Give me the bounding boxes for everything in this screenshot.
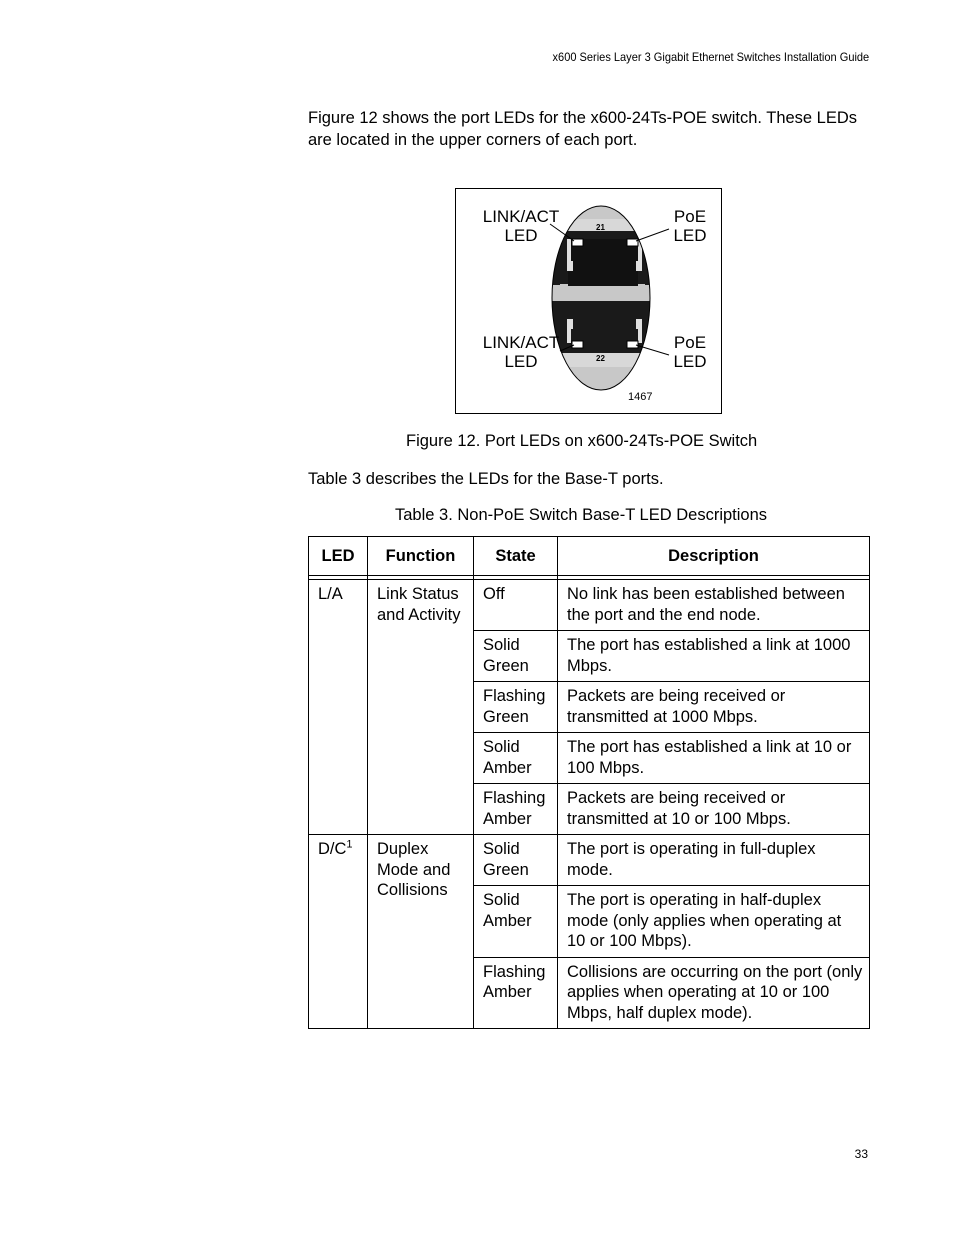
label-line: LED bbox=[504, 226, 538, 245]
description-cell: The port has established a link at 10 or 100 Mbps. bbox=[558, 733, 870, 784]
state-cell: Flashing Green bbox=[474, 682, 558, 733]
link-act-led-bottom bbox=[572, 341, 583, 348]
state-cell: Flashing Amber bbox=[474, 957, 558, 1029]
link-act-label-bottom bbox=[476, 333, 566, 371]
description-cell: Packets are being received or transmitted at 10 or 100 Mbps. bbox=[558, 784, 870, 835]
table-row bbox=[309, 580, 870, 631]
label-line: PoE bbox=[673, 207, 707, 226]
description-cell: Collisions are occurring on the port (only applies when operating at 10 or 100 Mbps, half duplex mode). bbox=[558, 957, 870, 1029]
state-cell: Solid Amber bbox=[474, 886, 558, 958]
intro-paragraph: Figure 12 shows the port LEDs for the x600-24Ts-POE switch. These LEDs are located in the upper corners of each port. bbox=[308, 109, 858, 149]
function-cell: Duplex Mode and Collisions bbox=[368, 835, 474, 1029]
table-row bbox=[309, 835, 870, 886]
poe-led-bottom bbox=[627, 341, 638, 348]
poe-led-top bbox=[627, 239, 638, 246]
state-cell: Solid Amber bbox=[474, 733, 558, 784]
link-act-label-top bbox=[476, 207, 566, 245]
state-cell: Flashing Amber bbox=[474, 784, 558, 835]
running-header: x600 Series Layer 3 Gigabit Ethernet Switches Installation Guide bbox=[552, 50, 869, 64]
led-cell bbox=[309, 835, 368, 1029]
led-name: L/A bbox=[318, 585, 343, 603]
figure-id: 1467 bbox=[628, 391, 653, 403]
footnote-marker: 1 bbox=[346, 838, 353, 851]
led-cell bbox=[309, 580, 368, 835]
table-intro-paragraph: Table 3 describes the LEDs for the Base-T ports. bbox=[308, 470, 664, 488]
table-header-row bbox=[309, 537, 870, 576]
led-name: D/C bbox=[318, 840, 347, 858]
header-led: LED bbox=[309, 537, 368, 576]
label-line: LED bbox=[504, 352, 538, 371]
port-number-top: 21 bbox=[596, 223, 605, 232]
page-number: 33 bbox=[854, 1147, 868, 1161]
port-led-figure bbox=[455, 188, 722, 414]
header-function: Function bbox=[368, 537, 474, 576]
state-cell: Off bbox=[474, 580, 558, 631]
table-caption: Table 3. Non-PoE Switch Base-T LED Descriptions bbox=[395, 506, 768, 524]
figure-caption: Figure 12. Port LEDs on x600-24Ts-POE Switch bbox=[406, 432, 758, 450]
poe-label-top bbox=[665, 207, 715, 245]
poe-label-bottom bbox=[665, 333, 715, 371]
port-number-bottom: 22 bbox=[596, 354, 605, 363]
header-description: Description bbox=[558, 537, 870, 576]
label-line: LED bbox=[673, 352, 707, 371]
description-cell: The port is operating in full-duplex mode. bbox=[558, 835, 870, 886]
led-description-table bbox=[308, 536, 870, 1029]
description-cell: The port has established a link at 1000 Mbps. bbox=[558, 631, 870, 682]
state-cell: Solid Green bbox=[474, 631, 558, 682]
function-cell: Link Status and Activity bbox=[368, 580, 474, 835]
label-line: LED bbox=[673, 226, 707, 245]
link-act-led-top bbox=[572, 239, 583, 246]
label-line: PoE bbox=[673, 333, 707, 352]
header-state: State bbox=[474, 537, 558, 576]
label-line: LINK/ACT bbox=[482, 333, 560, 352]
label-line: LINK/ACT bbox=[482, 207, 560, 226]
description-cell: Packets are being received or transmitted at 1000 Mbps. bbox=[558, 682, 870, 733]
description-cell: The port is operating in half-duplex mode (only applies when operating at 10 or 100 Mbps). bbox=[558, 886, 870, 958]
state-cell: Solid Green bbox=[474, 835, 558, 886]
description-cell: No link has been established between the port and the end node. bbox=[558, 580, 870, 631]
